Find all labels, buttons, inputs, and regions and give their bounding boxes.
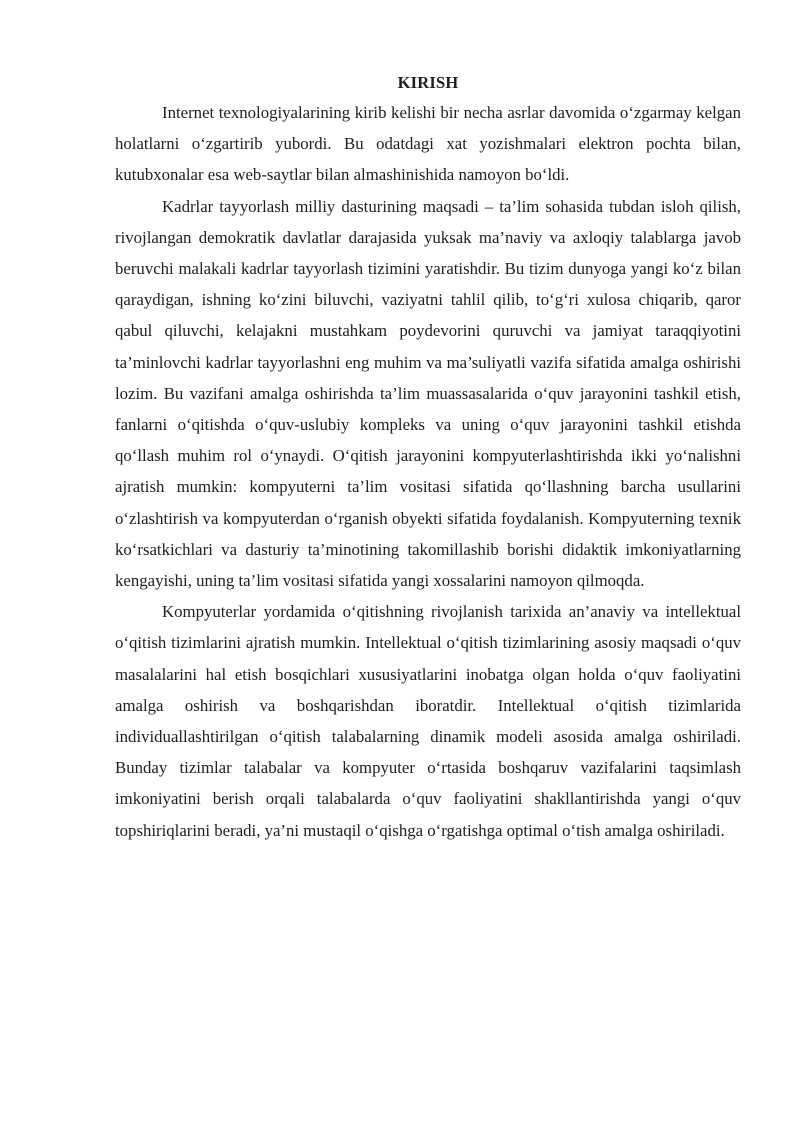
document-page (115, 72, 741, 846)
page-title: KIRISH (397, 73, 459, 92)
paragraph-intro: Internet texnologiyalarining kirib kelishi bir necha asrlar davomida o‘zgarmay kelgan holatlarni o‘zgartirib yubordi. Bu odatdagi xat yozishmalari elektron pochta bilan, kutubxonalar esa web-saytlar bilan almashinishida namoyon bo‘ldi. (115, 103, 741, 185)
paragraph-intellectual-systems: Kompyuterlar yordamida o‘qitishning rivojlanish tarixida an’anaviy va intellektual o‘qitish tizimlarini ajratish mumkin. Intellektual o‘qitish tizimlarining asosiy maqsadi o‘quv masalalarini hal etish bosqichlari xususiyatlarini inobatga olgan holda o‘quv faoliyatini amalga oshirish va boshqarishdan iboratdir. Intellektual o‘qitish tizimlarida individuallashtirilgan o‘qitish talabalarning dinamik modeli asosida amalga oshiriladi. Bunday tizimlar talabalar va kompyuter o‘rtasida boshqaruv vazifalarini taqsimlash imkoniyatini berish orqali talabalarda o‘quv faoliyatini shakllantirishda yangi o‘quv topshiriqlarini beradi, ya’ni mustaqil o‘qishga o‘rgatishga optimal o‘tish amalga oshiriladi. (115, 602, 741, 840)
paragraph-cadre-program: Kadrlar tayyorlash milliy dasturining maqsadi – ta’lim sohasida tubdan isloh qilish, rivojlangan demokratik davlatlar darajasida yuksak ma’naviy va axloqiy talablarga javob beruvchi malakali kadrlar tayyorlash tizimini yaratishdir. Bu tizim dunyoga yangi ko‘z bilan qaraydigan, ishning ko‘zini biluvchi, vaziyatni tahlil qilib, to‘g‘ri xulosa chiqarib, qaror qabul qiluvchi, kelajakni mustahkam poydevorini quruvchi va jamiyat taraqqiyotini ta’minlovchi kadrlar tayyorlashni eng muhim va ma’suliyatli vazifa sifatida amalga oshirishi lozim. Bu vazifani amalga oshirishda ta’lim muassasalarida o‘quv jarayonini tashkil etish, fanlarni o‘qitishda o‘quv-uslubiy kompleks va uning o‘quv jarayonini tashkil etishda qo‘llash muhim rol o‘ynaydi. O‘qitish jarayonini kompyuterlashtirishda ikki yo‘nalishni ajratish mumkin: kompyuterni ta’lim vositasi sifatida qo‘llashning barcha usullarini o‘zlashtirish va kompyuterdan o‘rganish obyekti sifatida foydalanish. Kompyuterning texnik ko‘rsatkichlari va dasturiy ta’minotining takomillashib borishi didaktik imkoniyatlarning kengayishi, uning ta’lim vositasi sifatida yangi xossalarini namoyon qilmoqda. (115, 196, 741, 591)
